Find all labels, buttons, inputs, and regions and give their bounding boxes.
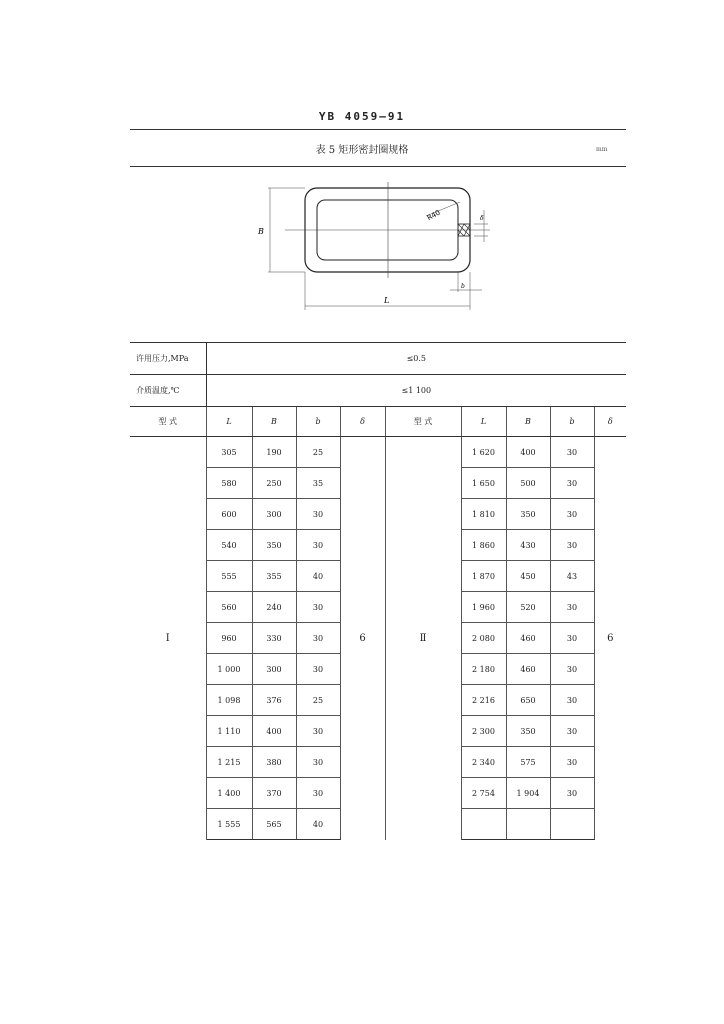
unit-label: mm	[596, 146, 608, 153]
cell-L-right: 2 340	[461, 747, 506, 778]
cell-L-left: 1 000	[206, 654, 252, 685]
dim-b-label: b	[461, 283, 465, 290]
cell-L-left: 1 110	[206, 716, 252, 747]
cell-L-left: 1 215	[206, 747, 252, 778]
cell-B-right: 450	[506, 561, 550, 592]
cell-L-right: 2 300	[461, 716, 506, 747]
cell-b-left: 25	[296, 685, 340, 716]
cell-L-right: 2 080	[461, 623, 506, 654]
header-B-left: B	[252, 407, 296, 437]
seal-drawing	[250, 180, 510, 315]
cell-B-left: 370	[252, 778, 296, 809]
cell-b-left: 30	[296, 592, 340, 623]
cell-L-left: 555	[206, 561, 252, 592]
cell-B-right: 650	[506, 685, 550, 716]
header-B-right: B	[506, 407, 550, 437]
cell-b-left: 40	[296, 809, 340, 840]
table-row	[130, 437, 626, 468]
cell-B-left: 240	[252, 592, 296, 623]
header-delta-right: δ	[594, 407, 626, 437]
cell-b-left: 40	[296, 561, 340, 592]
cell-b-right	[550, 809, 594, 840]
cell-L-right: 2 216	[461, 685, 506, 716]
pressure-label: 许用压力,MPa	[130, 343, 206, 375]
delta-cell-left: 6	[340, 437, 385, 840]
cell-B-right: 350	[506, 499, 550, 530]
cell-B-left: 300	[252, 654, 296, 685]
cell-B-right: 460	[506, 623, 550, 654]
radius-label: R40	[425, 208, 442, 223]
standard-number: YB 4059—91	[318, 110, 406, 123]
cell-B-left: 190	[252, 437, 296, 468]
cell-L-left: 540	[206, 530, 252, 561]
cell-b-right: 30	[550, 592, 594, 623]
cell-b-left: 30	[296, 499, 340, 530]
header-L-right: L	[461, 407, 506, 437]
cell-b-left: 25	[296, 437, 340, 468]
cell-B-left: 355	[252, 561, 296, 592]
header-delta-left: δ	[340, 407, 385, 437]
cell-L-right	[461, 809, 506, 840]
cell-L-right: 2 754	[461, 778, 506, 809]
cell-b-left: 30	[296, 716, 340, 747]
cell-L-left: 960	[206, 623, 252, 654]
caption-rule	[130, 166, 626, 167]
cell-B-right	[506, 809, 550, 840]
cell-b-right: 30	[550, 654, 594, 685]
cell-B-left: 400	[252, 716, 296, 747]
cell-L-right: 1 620	[461, 437, 506, 468]
cell-L-left: 560	[206, 592, 252, 623]
cell-L-left: 1 555	[206, 809, 252, 840]
type-cell-left: Ⅰ	[130, 437, 206, 840]
cell-B-right: 400	[506, 437, 550, 468]
cell-b-left: 30	[296, 778, 340, 809]
dim-delta-label: δ	[480, 215, 484, 222]
header-b-left: b	[296, 407, 340, 437]
cell-b-right: 30	[550, 468, 594, 499]
cell-b-right: 30	[550, 623, 594, 654]
cell-b-right: 43	[550, 561, 594, 592]
cell-b-right: 30	[550, 530, 594, 561]
cell-b-left: 35	[296, 468, 340, 499]
dim-B-label: B	[258, 227, 264, 236]
cell-b-left: 30	[296, 623, 340, 654]
header-L-left: L	[206, 407, 252, 437]
cell-L-right: 1 650	[461, 468, 506, 499]
top-rule	[130, 129, 626, 130]
cell-b-left: 30	[296, 654, 340, 685]
cell-B-right: 575	[506, 747, 550, 778]
temperature-label: 介质温度,℃	[130, 375, 206, 407]
cell-B-left: 565	[252, 809, 296, 840]
cell-b-left: 30	[296, 747, 340, 778]
cell-L-left: 600	[206, 499, 252, 530]
cell-b-left: 30	[296, 530, 340, 561]
cell-B-right: 520	[506, 592, 550, 623]
cell-B-right: 350	[506, 716, 550, 747]
cell-B-left: 300	[252, 499, 296, 530]
type-cell-right: Ⅱ	[385, 437, 461, 840]
cell-B-left: 350	[252, 530, 296, 561]
spec-table	[130, 342, 626, 840]
cell-B-right: 1 904	[506, 778, 550, 809]
cell-B-left: 330	[252, 623, 296, 654]
cell-B-right: 460	[506, 654, 550, 685]
cell-B-left: 250	[252, 468, 296, 499]
cell-b-right: 30	[550, 747, 594, 778]
cell-L-right: 1 860	[461, 530, 506, 561]
cell-L-right: 1 960	[461, 592, 506, 623]
cell-b-right: 30	[550, 716, 594, 747]
cell-L-right: 1 870	[461, 561, 506, 592]
cell-L-left: 1 400	[206, 778, 252, 809]
cell-L-left: 580	[206, 468, 252, 499]
cell-b-right: 30	[550, 499, 594, 530]
header-type-left: 型 式	[130, 407, 206, 437]
cell-B-left: 380	[252, 747, 296, 778]
delta-cell-right: 6	[607, 632, 614, 644]
cell-b-right: 30	[550, 685, 594, 716]
cell-b-right: 30	[550, 778, 594, 809]
table-caption: 表 5 矩形密封圈规格	[315, 145, 409, 156]
header-type-right: 型 式	[385, 407, 461, 437]
dim-L-label: L	[384, 296, 390, 305]
cell-B-right: 500	[506, 468, 550, 499]
header-b-right: b	[550, 407, 594, 437]
cell-b-right: 30	[550, 437, 594, 468]
temperature-value: ≤1 100	[206, 375, 626, 407]
cell-B-right: 430	[506, 530, 550, 561]
pressure-value: ≤0.5	[206, 343, 626, 375]
cell-L-right: 1 810	[461, 499, 506, 530]
cell-L-left: 305	[206, 437, 252, 468]
cell-L-right: 2 180	[461, 654, 506, 685]
cell-L-left: 1 098	[206, 685, 252, 716]
cell-B-left: 376	[252, 685, 296, 716]
